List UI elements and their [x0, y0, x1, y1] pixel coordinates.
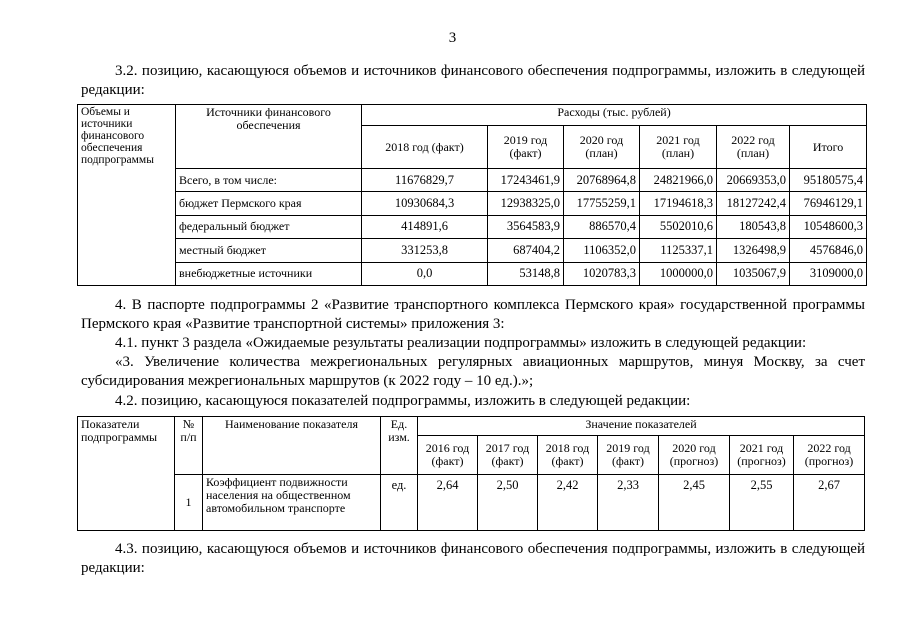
paragraph-3-2: 3.2. позицию, касающуюся объемов и источников финансового обеспечения подпрограммы, изложить в следующей редакции:	[81, 63, 865, 98]
paragraph-quote: «3. Увеличение количества межрегиональных регулярных авиационных маршрутов, минуя Москву, за счет субсидирования межрегиональных маршрутов (к 2022 году – 10 ед.).»;	[81, 354, 865, 389]
year-header: 2020 год (план)	[564, 126, 640, 169]
year-header: 2021 год (план)	[640, 126, 717, 169]
table-cell: 12938325,0	[488, 192, 564, 215]
total-header: Итого	[790, 126, 867, 169]
table-cell: 2,33	[598, 475, 659, 531]
table-cell: 687404,2	[488, 239, 564, 262]
year-header: 2022 год (план)	[717, 126, 790, 169]
table-cell: 2,50	[478, 475, 538, 531]
year-header: 2022 год (прогноз)	[794, 436, 865, 475]
table-cell: 2,64	[418, 475, 478, 531]
header-unit: Ед. изм.	[381, 417, 418, 475]
table-cell: 2,55	[730, 475, 794, 531]
paragraph-4: 4. В паспорте подпрограммы 2 «Развитие транспортного комплекса Пермского края» государственной программы Пермского края «Развитие транспортной системы» приложения 3:	[81, 297, 865, 332]
table-row	[78, 239, 867, 262]
paragraph-4-2: 4.2. позицию, касающуюся показателей подпрограммы, изложить в следующей редакции:	[115, 393, 691, 409]
year-header: 2018 год (факт)	[362, 126, 488, 169]
table-cell: 17243461,9	[488, 169, 564, 192]
table-cell: 1125337,1	[640, 239, 717, 262]
table-cell: 1106352,0	[564, 239, 640, 262]
table-cell: 18127242,4	[717, 192, 790, 215]
table-cell: 3109000,0	[790, 262, 867, 285]
table-cell: 3564583,9	[488, 215, 564, 238]
table-cell: 53148,8	[488, 262, 564, 285]
row-label: внебюджетные источники	[176, 262, 362, 285]
table-cell: 20669353,0	[717, 169, 790, 192]
table-cell: 2,42	[538, 475, 598, 531]
table-cell: 4576846,0	[790, 239, 867, 262]
row-num: 1	[175, 475, 203, 531]
table-cell: 10930684,3	[362, 192, 488, 215]
indicator-name: Коэффициент подвижности населения на общественном автомобильном транспорте	[203, 475, 381, 531]
table-cell: 2,67	[794, 475, 865, 531]
year-header: 2018 год (факт)	[538, 436, 598, 475]
table-row	[78, 475, 865, 531]
table-cell: 17194618,3	[640, 192, 717, 215]
paragraph-4-1: 4.1. пункт 3 раздела «Ожидаемые результаты реализации подпрограммы» изложить в следующей редакции:	[115, 335, 807, 351]
indicator-unit: ед.	[381, 475, 418, 531]
header-sources: Источники финансового обеспечения	[176, 105, 362, 169]
year-header: 2017 год (факт)	[478, 436, 538, 475]
header-values: Значение показателей	[418, 417, 865, 436]
header-expenses: Расходы (тыс. рублей)	[362, 105, 867, 126]
table-cell: 2,45	[659, 475, 730, 531]
table-cell: 20768964,8	[564, 169, 640, 192]
table-cell: 5502010,6	[640, 215, 717, 238]
page-number: 3	[448, 30, 457, 46]
year-header: 2019 год (факт)	[598, 436, 659, 475]
table-cell: 10548600,3	[790, 215, 867, 238]
table-row	[78, 262, 867, 285]
indicators-table	[77, 416, 864, 531]
paragraph-4-3: 4.3. позицию, касающуюся объемов и источников финансового обеспечения подпрограммы, изложить в следующей редакции:	[81, 541, 865, 576]
year-header: 2016 год (факт)	[418, 436, 478, 475]
row-label: Всего, в том числе:	[176, 169, 362, 192]
table-cell: 76946129,1	[790, 192, 867, 215]
financing-table	[77, 104, 866, 286]
header-num: № п/п	[175, 417, 203, 475]
table-row	[78, 192, 867, 215]
table-row	[78, 215, 867, 238]
table-cell: 886570,4	[564, 215, 640, 238]
table-cell: 1326498,9	[717, 239, 790, 262]
year-header: 2020 год (прогноз)	[659, 436, 730, 475]
table-cell: 11676829,7	[362, 169, 488, 192]
header-name: Наименование показателя	[203, 417, 381, 475]
header-objects: Объемы и источники финансового обеспечения подпрограммы	[78, 105, 176, 286]
table-cell: 331253,8	[362, 239, 488, 262]
year-header: 2019 год (факт)	[488, 126, 564, 169]
table-cell: 0,0	[362, 262, 488, 285]
table-cell: 180543,8	[717, 215, 790, 238]
table-cell: 95180575,4	[790, 169, 867, 192]
table-cell: 24821966,0	[640, 169, 717, 192]
header-indicators: Показатели подпрограммы	[78, 417, 175, 531]
row-label: местный бюджет	[176, 239, 362, 262]
table-row	[78, 169, 867, 192]
table-cell: 1035067,9	[717, 262, 790, 285]
table-cell: 1020783,3	[564, 262, 640, 285]
table-cell: 414891,6	[362, 215, 488, 238]
year-header: 2021 год (прогноз)	[730, 436, 794, 475]
row-label: федеральный бюджет	[176, 215, 362, 238]
table-cell: 17755259,1	[564, 192, 640, 215]
table-cell: 1000000,0	[640, 262, 717, 285]
row-label: бюджет Пермского края	[176, 192, 362, 215]
